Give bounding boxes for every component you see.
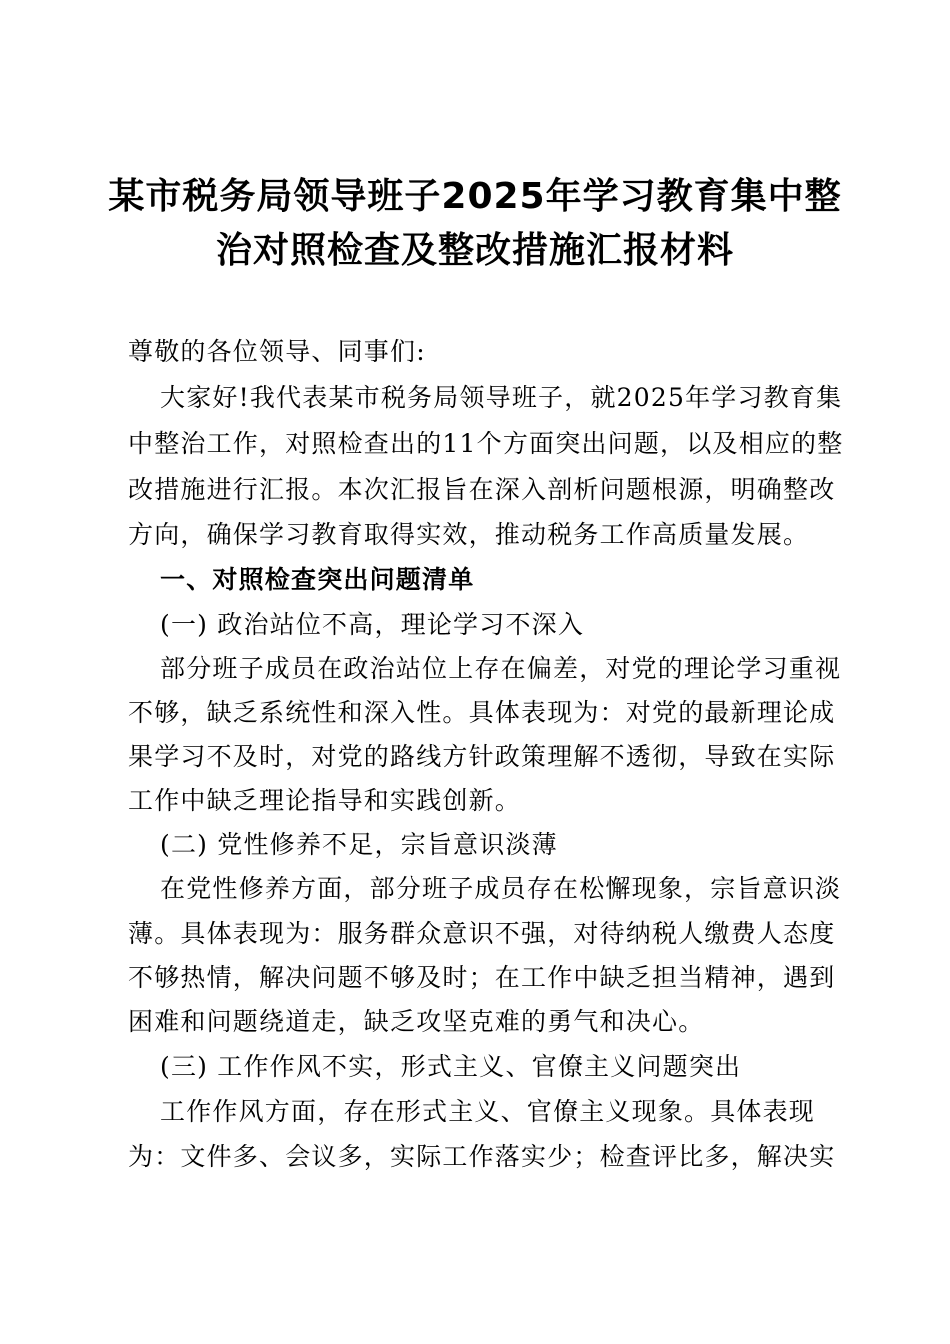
intro-line: 改措施进行汇报。本次汇报旨在深入剖析问题根源，明确整改 [128, 475, 836, 504]
item-heading: (一) 政治站位不高，理论学习不深入 [160, 610, 585, 639]
item-heading: (二) 党性修养不足，宗旨意识淡薄 [160, 830, 558, 859]
paragraph-line: 部分班子成员在政治站位上存在偏差，对党的理论学习重视 [160, 654, 842, 683]
intro-line: 方向，确保学习教育取得实效，推动税务工作高质量发展。 [128, 520, 810, 549]
intro-line: 大家好!我代表某市税务局领导班子，就2025年学习教育集 [160, 383, 843, 412]
paragraph-line: 为：文件多、会议多，实际工作落实少；检查评比多，解决实 [128, 1142, 836, 1171]
title-line: 某市税务局领导班子2025年学习教育集中整 [108, 176, 842, 217]
paragraph-line: 工作作风方面，存在形式主义、官僚主义现象。具体表现 [160, 1097, 816, 1126]
paragraph-line: 工作中缺乏理论指导和实践创新。 [128, 786, 522, 815]
section-heading: 一、对照检查突出问题清单 [160, 565, 475, 594]
greeting: 尊敬的各位领导、同事们: [128, 337, 426, 366]
paragraph-line: 在党性修养方面，部分班子成员存在松懈现象，宗旨意识淡 [160, 874, 842, 903]
intro-line: 中整治工作，对照检查出的11个方面突出问题，以及相应的整 [128, 429, 844, 458]
title-line: 治对照检查及整改措施汇报材料 [215, 230, 734, 271]
paragraph-line: 困难和问题绕道走，缺乏攻坚克难的勇气和决心。 [128, 1007, 705, 1036]
item-heading: (三) 工作作风不实，形式主义、官僚主义问题突出 [160, 1052, 742, 1081]
paragraph-line: 果学习不及时，对党的路线方针政策理解不透彻，导致在实际 [128, 742, 836, 771]
paragraph-line: 不够热情，解决问题不够及时；在工作中缺乏担当精神，遇到 [128, 963, 836, 992]
paragraph-line: 不够，缺乏系统性和深入性。具体表现为：对党的最新理论成 [128, 698, 836, 727]
paragraph-line: 薄。具体表现为：服务群众意识不强，对待纳税人缴费人态度 [128, 919, 836, 948]
